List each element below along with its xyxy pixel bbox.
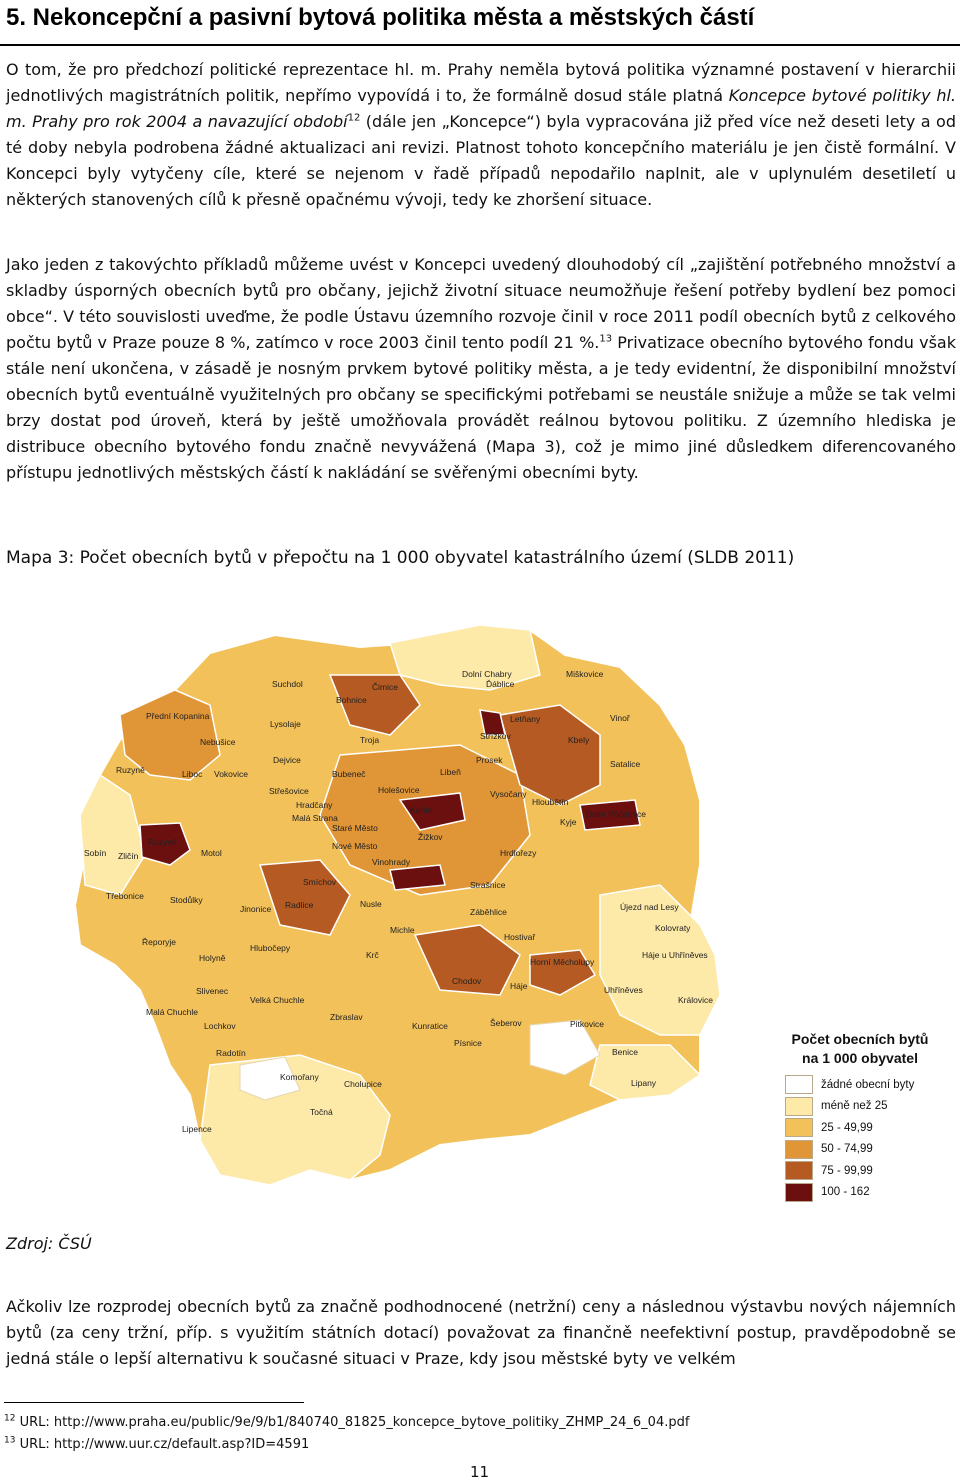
legend-label: 100 - 162: [821, 1186, 870, 1199]
paragraph-3: Ačkoliv lze rozprodej obecních bytů za značně podhodnocené (netržní) ceny a následnou výstavbu nových nájemních bytů (za ceny tržní, příp. s využitím státních dotací) považovat za finančně neefektivní postup, pravděpodobně se jedná stále o lepší alternativu k současné situaci v Praze, kdy jsou městské byty ve velkém: [6, 1297, 956, 1368]
label-bohnice: Bohnice: [336, 695, 367, 705]
legend-item: [775, 1117, 945, 1139]
label-sobin: Sobín: [84, 848, 107, 858]
label-lysolaje: Lysolaje: [270, 719, 301, 729]
label-lochkov: Lochkov: [204, 1021, 236, 1031]
label-horni-mecholupy: Horní Měcholupy: [530, 957, 595, 967]
label-trebonice: Třebonice: [106, 891, 144, 901]
label-liben: Libeň: [440, 767, 461, 777]
label-nebusice: Nebušice: [200, 737, 236, 747]
label-ujezd-nad-lesy: Újezd nad Lesy: [620, 902, 679, 912]
label-uhrineves: Uhříněves: [604, 985, 643, 995]
legend-item: [775, 1160, 945, 1182]
label-radlice: Radlice: [285, 900, 314, 910]
legend-label: 75 - 99,99: [821, 1164, 873, 1177]
zone-vinohrady-darkred: [390, 865, 445, 890]
section-heading: 5. Nekoncepční a pasivní bytová politika města a městských částí: [6, 4, 755, 31]
footnote-separator: [4, 1402, 304, 1403]
legend-swatch: [785, 1075, 813, 1094]
label-mala-chuchle: Malá Chuchle: [146, 1007, 198, 1017]
legend-item: [775, 1139, 945, 1161]
label-vysocany: Vysočany: [490, 789, 527, 799]
legend-title-line2: na 1 000 obyvatel: [802, 1050, 918, 1066]
label-kralovice: Královice: [678, 995, 713, 1005]
label-kolovraty: Kolovraty: [655, 923, 691, 933]
label-cholupice: Cholupice: [344, 1079, 382, 1089]
label-hostivar: Hostivař: [504, 932, 536, 942]
legend-swatch: [785, 1118, 813, 1137]
legend-item: [775, 1182, 945, 1204]
map-legend: [775, 1030, 945, 1203]
label-satalice: Satalice: [610, 759, 641, 769]
label-reporyje: Řeporyje: [142, 937, 177, 947]
legend-title-line1: Počet obecních bytů: [791, 1031, 929, 1047]
label-velka-chuchle: Velká Chuchle: [250, 995, 305, 1005]
label-vinor: Vinoř: [610, 713, 630, 723]
legend-item: [775, 1074, 945, 1096]
legend-label: 25 - 49,99: [821, 1121, 873, 1134]
label-miskovice: Miškovice: [566, 669, 604, 679]
footnote-ref-12: 12: [347, 112, 361, 124]
label-michle: Michle: [390, 925, 415, 935]
label-cimice: Čimice: [372, 682, 398, 692]
label-zlicin: Zličín: [118, 851, 139, 861]
label-zizkov: Žižkov: [418, 832, 443, 842]
label-chodov: Chodov: [452, 976, 482, 986]
label-hradcany: Hradčany: [296, 800, 333, 810]
label-troja: Troja: [360, 735, 380, 745]
label-hlubocepy: Hlubočepy: [250, 943, 291, 953]
label-hrdlorezy: Hrdlořezy: [500, 848, 537, 858]
label-lipany: Lipany: [631, 1078, 657, 1088]
label-strasnice: Strašnice: [470, 880, 506, 890]
legend-swatch: [785, 1183, 813, 1202]
label-karlin: Karlín: [410, 805, 433, 815]
label-mala-strana: Malá Strana: [292, 813, 338, 823]
label-jinonice: Jinonice: [240, 904, 272, 914]
label-predni-kopanina: Přední Kopanina: [146, 711, 210, 721]
label-lipence: Lipence: [182, 1124, 212, 1134]
label-letnany: Letňany: [510, 714, 541, 724]
label-bubenec: Bubeneč: [332, 769, 366, 779]
footnote-13: $^{13}$ URL: http://www.uur.cz/default.asp?ID=4591: [4, 1435, 310, 1452]
label-radotin: Radotín: [216, 1048, 246, 1058]
label-stodulky: Stodůlky: [170, 895, 203, 905]
label-holyne: Holyně: [199, 953, 226, 963]
label-pitkovice: Pitkovice: [570, 1019, 605, 1029]
label-repy: Ruzyně: [148, 837, 177, 847]
label-zabehlice: Záběhlice: [470, 907, 507, 917]
label-ruzyne: Ruzyně: [116, 765, 145, 775]
paragraph-1: O tom, že pro předchozí politické reprezentace hl. m. Prahy neměla bytová politika významné postavení v hierarchii jednotlivých magistrátních politik, nepřímo vypovídá i to, že formálně dosud stále platná Koncepce bytové politiky hl. m. Prahy pro rok 2004 a navazující období$^{12}$ (dále jen „Koncepce“) byla vypracována již před více než deseti lety a od té doby nebyla podrobena žádné aktualizaci ani revizi. Platnost tohoto koncepčního materiálu je jen čistě formální. V Koncepci byly vytyčeny cíle, které se nejenom v řadě případů nepodařilo naplnit, ale v uplynulém desetiletí u některých stanovených cílů k přesně opačnému vývoji, tedy ke zhoršení situace.: [6, 60, 957, 209]
footnote-12: $^{12}$ URL: http://www.praha.eu/public/9e/9/b1/840740_81825_koncepce_bytove_politiky_ZHMP_24_6_04.pdf: [4, 1413, 690, 1430]
legend-swatch: [785, 1097, 813, 1116]
label-krc: Krč: [366, 950, 379, 960]
label-kbely: Kbely: [568, 735, 590, 745]
footnote-link-13[interactable]: URL: http://www.uur.cz/default.asp?ID=4591: [15, 1437, 310, 1452]
label-dablice: Ďáblice: [486, 679, 515, 689]
legend-label: méně než 25: [821, 1100, 888, 1113]
label-haje: Háje: [510, 981, 528, 991]
label-pisnice: Písnice: [454, 1038, 482, 1048]
label-vinohrady: Vinohrady: [372, 857, 411, 867]
label-zbraslav: Zbraslav: [330, 1012, 363, 1022]
label-hloubetin: Hloubětín: [532, 797, 569, 807]
page-number: 11: [470, 1463, 490, 1481]
label-smichov: Smíchov: [303, 877, 337, 887]
label-nusle: Nusle: [360, 899, 382, 909]
label-kunratice: Kunratice: [412, 1021, 448, 1031]
label-haje-u-uhrineves: Háje u Uhříněves: [642, 950, 708, 960]
label-liboc: Liboc: [182, 769, 203, 779]
label-dejvice: Dejvice: [273, 755, 301, 765]
label-benice: Benice: [612, 1047, 638, 1057]
legend-swatch: [785, 1140, 813, 1159]
label-dolni-chabry: Dolní Chabry: [462, 669, 512, 679]
label-komorany: Komořany: [280, 1072, 319, 1082]
label-slivenec: Slivenec: [196, 986, 229, 996]
footnote-link-12[interactable]: URL: http://www.praha.eu/public/9e/9/b1/840740_81825_koncepce_bytove_politiky_ZHMP_24_6_04.pdf: [15, 1415, 690, 1430]
label-suchdol: Suchdol: [272, 679, 303, 689]
legend-swatch: [785, 1161, 813, 1180]
label-seberov: Šeberov: [490, 1018, 522, 1028]
label-kyje: Kyje: [560, 817, 577, 827]
label-strizkov: Střížkov: [480, 731, 511, 741]
label-stare-mesto: Staré Město: [332, 823, 378, 833]
label-stresovice: Střešovice: [269, 786, 309, 796]
label-holesovice: Holešovice: [378, 785, 420, 795]
label-vokovice: Vokovice: [214, 769, 249, 779]
label-nove-mesto: Nové Město: [332, 841, 378, 851]
map-caption: Mapa 3: Počet obecních bytů v přepočtu na 1 000 obyvatel katastrálního území (SLDB 2011): [6, 548, 795, 568]
source-note: Zdroj: ČSÚ: [6, 1234, 92, 1253]
legend-item: [775, 1096, 945, 1118]
label-motol: Motol: [201, 848, 222, 858]
legend-label: žádné obecní byty: [821, 1078, 915, 1091]
label-tocna: Točná: [310, 1107, 333, 1117]
paragraph-2: Jako jeden z takovýchto příkladů můžeme uvést v Koncepci uvedený dlouhodobý cíl „zajištění potřebného množství a skladby úsporných obecních bytů pro občany, jejichž životní situace neumožňuje řešení potřeby bydlení bez pomoci obce“. V této souvislosti uveďme, že podle Ústavu územního rozvoje činil v roce 2011 podíl obecních bytů z celkového počtu bytů v Praze pouze 8 %, zatímco v roce 2003 činil tento podíl 21 %.$^{13}$ Privatizace obecního bytového fondu však stále není ukončena, v zásadě je nosným prvkem bytové politiky města, a je tedy evidentní, že disponibilní množství obecních bytů eventuálně využitelných pro občany se specifickými potřebami se neustále snižuje a může se tak velmi brzy dostat pod úroveň, která by ještě umožňovala provádět reálnou bytovou politiku. Z územního hlediska je distribuce obecního bytového fondu značně nevyvážená (Mapa 3), což je mimo jiné důsledkem diferencovaného přístupu jednotlivých městských částí k nakládání se svěřenými obecními byty.: [6, 255, 956, 482]
label-prosek: Prosek: [476, 755, 503, 765]
label-dolni-pocernice: Dolní Počernice: [586, 809, 647, 819]
heading-underline: [0, 44, 960, 46]
footnote-ref-13: 13: [599, 333, 613, 345]
legend-label: 50 - 74,99: [821, 1143, 873, 1156]
